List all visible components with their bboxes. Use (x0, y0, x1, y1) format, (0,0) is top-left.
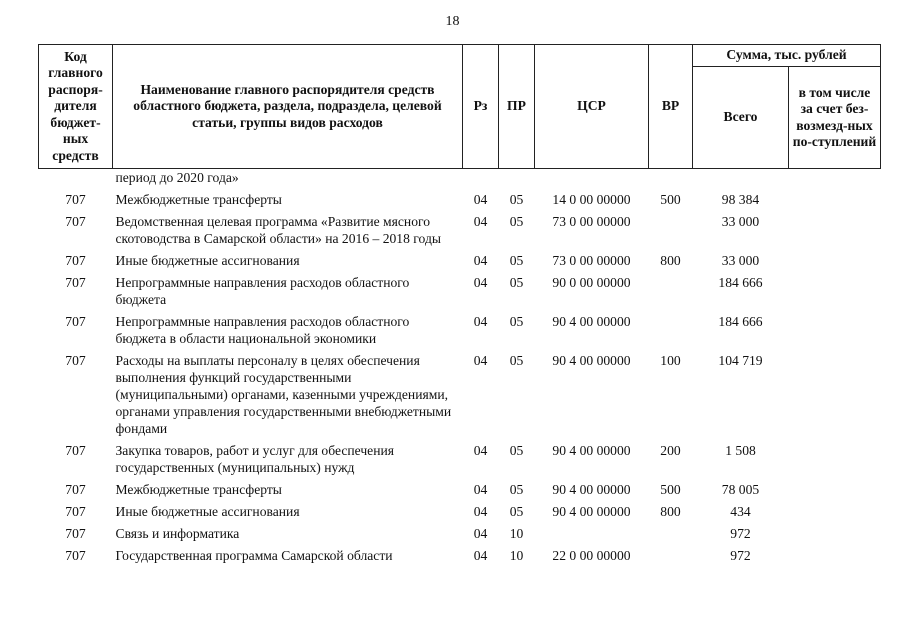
cell-name: Межбюджетные трансферты (115, 192, 282, 207)
cell-vr (649, 272, 693, 311)
cell-csr: 90 4 00 00000 (552, 443, 631, 458)
cell-name: Иные бюджетные ассигнования (115, 253, 300, 268)
cell-rz: 04 (473, 192, 488, 207)
cell-gratuitous (789, 350, 881, 440)
cell-gratuitous (789, 545, 881, 567)
table-row (39, 479, 881, 501)
cell-vr: 100 (660, 353, 681, 368)
continuation-text: период до 2020 года» (115, 170, 239, 185)
cell-rz: 04 (473, 275, 488, 290)
cell-pr: 05 (509, 443, 524, 458)
cell-rz: 04 (473, 253, 488, 268)
cell-gratuitous (789, 311, 881, 350)
cell-gratuitous (789, 189, 881, 211)
header-sum: Сумма, тыс. рублей (693, 45, 881, 67)
cell-vr: 800 (660, 504, 681, 519)
cell-pr: 05 (509, 504, 524, 519)
cell-csr: 90 0 00 00000 (552, 275, 631, 290)
cell-pr: 10 (509, 548, 524, 563)
cell-vr: 200 (660, 443, 681, 458)
table-body (39, 169, 881, 568)
table-row (39, 250, 881, 272)
cell-code: 707 (65, 214, 86, 229)
cell-name: Непрограммные направления расходов областного бюджета в области национальной экономики (115, 314, 410, 346)
cell-pr: 05 (509, 482, 524, 497)
cell-rz: 04 (473, 482, 488, 497)
cell-pr: 05 (509, 353, 524, 368)
cell-csr: 73 0 00 00000 (552, 253, 631, 268)
cell-total: 78 005 (721, 482, 760, 497)
cell-csr (535, 523, 649, 545)
header-name: Наименование главного распорядителя средств областного бюджета, раздела, подраздела, целевой статьи, группы видов расходов (113, 45, 463, 169)
table-row (39, 272, 881, 311)
header-gratuitous: в том числе за счет без-возмезд-ных по-ступлений (789, 67, 881, 169)
budget-table (38, 44, 881, 567)
cell-vr (649, 311, 693, 350)
cell-pr: 05 (509, 214, 524, 229)
table-row (39, 440, 881, 479)
cell-code: 707 (65, 482, 86, 497)
header-code: Код главного распоря-дителя бюджет-ных средств (39, 45, 113, 169)
table-row (39, 523, 881, 545)
cell-gratuitous (789, 440, 881, 479)
cell-gratuitous (789, 250, 881, 272)
cell-pr: 05 (509, 275, 524, 290)
cell-total: 972 (730, 526, 751, 541)
cell-rz: 04 (473, 548, 488, 563)
cell-code: 707 (65, 548, 86, 563)
cell-code: 707 (65, 314, 86, 329)
cell-gratuitous (789, 272, 881, 311)
cell-vr: 500 (660, 482, 681, 497)
table-row (39, 311, 881, 350)
cell-rz: 04 (473, 214, 488, 229)
cell-csr: 90 4 00 00000 (552, 504, 631, 519)
cell-total: 972 (730, 548, 751, 563)
continuation-row (39, 169, 881, 190)
cell-csr: 22 0 00 00000 (552, 548, 631, 563)
cell-name: Межбюджетные трансферты (115, 482, 282, 497)
table-row (39, 545, 881, 567)
cell-total: 184 666 (718, 314, 763, 329)
cell-name: Связь и информатика (115, 526, 240, 541)
cell-pr: 05 (509, 314, 524, 329)
cell-gratuitous (789, 211, 881, 250)
cell-total: 434 (730, 504, 751, 519)
cell-code: 707 (65, 443, 86, 458)
cell-vr (649, 211, 693, 250)
cell-name: Ведомственная целевая программа «Развитие мясного скотоводства в Самарской области» на 2016 – 2018 годы (115, 214, 441, 246)
cell-csr: 90 4 00 00000 (552, 482, 631, 497)
header-rz: Рз (463, 45, 499, 169)
table-row (39, 350, 881, 440)
cell-pr: 10 (509, 526, 524, 541)
cell-vr: 800 (660, 253, 681, 268)
cell-code: 707 (65, 275, 86, 290)
header-csr: ЦСР (535, 45, 649, 169)
cell-total: 104 719 (718, 353, 763, 368)
cell-name: Непрограммные направления расходов областного бюджета (115, 275, 410, 307)
cell-code: 707 (65, 192, 86, 207)
cell-total: 184 666 (718, 275, 763, 290)
table-row (39, 501, 881, 523)
cell-total: 1 508 (725, 443, 756, 458)
cell-code: 707 (65, 504, 86, 519)
cell-rz: 04 (473, 443, 488, 458)
cell-total: 98 384 (721, 192, 760, 207)
cell-rz: 04 (473, 314, 488, 329)
cell-pr: 05 (509, 192, 524, 207)
header-total: Всего (693, 67, 789, 169)
cell-name: Расходы на выплаты персоналу в целях обеспечения выполнения функций государственными (муниципальными) органами, казенными учреждениями, органами управления государственными внебюджетными фондами (115, 353, 452, 436)
header-vr: ВР (649, 45, 693, 169)
cell-code: 707 (65, 253, 86, 268)
table-row (39, 211, 881, 250)
cell-name: Закупка товаров, работ и услуг для обеспечения государственных (муниципальных) нужд (115, 443, 394, 475)
cell-name: Государственная программа Самарской области (115, 548, 393, 563)
cell-name: Иные бюджетные ассигнования (115, 504, 300, 519)
cell-csr: 73 0 00 00000 (552, 214, 631, 229)
cell-code: 707 (65, 353, 86, 368)
cell-vr: 500 (660, 192, 681, 207)
cell-csr: 14 0 00 00000 (552, 192, 631, 207)
header-pr: ПР (499, 45, 535, 169)
cell-vr (649, 523, 693, 545)
cell-code: 707 (65, 526, 86, 541)
cell-csr: 90 4 00 00000 (552, 353, 631, 368)
cell-gratuitous (789, 501, 881, 523)
cell-gratuitous (789, 523, 881, 545)
table-row (39, 189, 881, 211)
cell-vr (649, 545, 693, 567)
cell-rz: 04 (473, 526, 488, 541)
cell-rz: 04 (473, 504, 488, 519)
cell-total: 33 000 (721, 253, 760, 268)
cell-csr: 90 4 00 00000 (552, 314, 631, 329)
cell-total: 33 000 (721, 214, 760, 229)
page-number: 18 (445, 14, 460, 29)
cell-gratuitous (789, 479, 881, 501)
cell-rz: 04 (473, 353, 488, 368)
cell-pr: 05 (509, 253, 524, 268)
